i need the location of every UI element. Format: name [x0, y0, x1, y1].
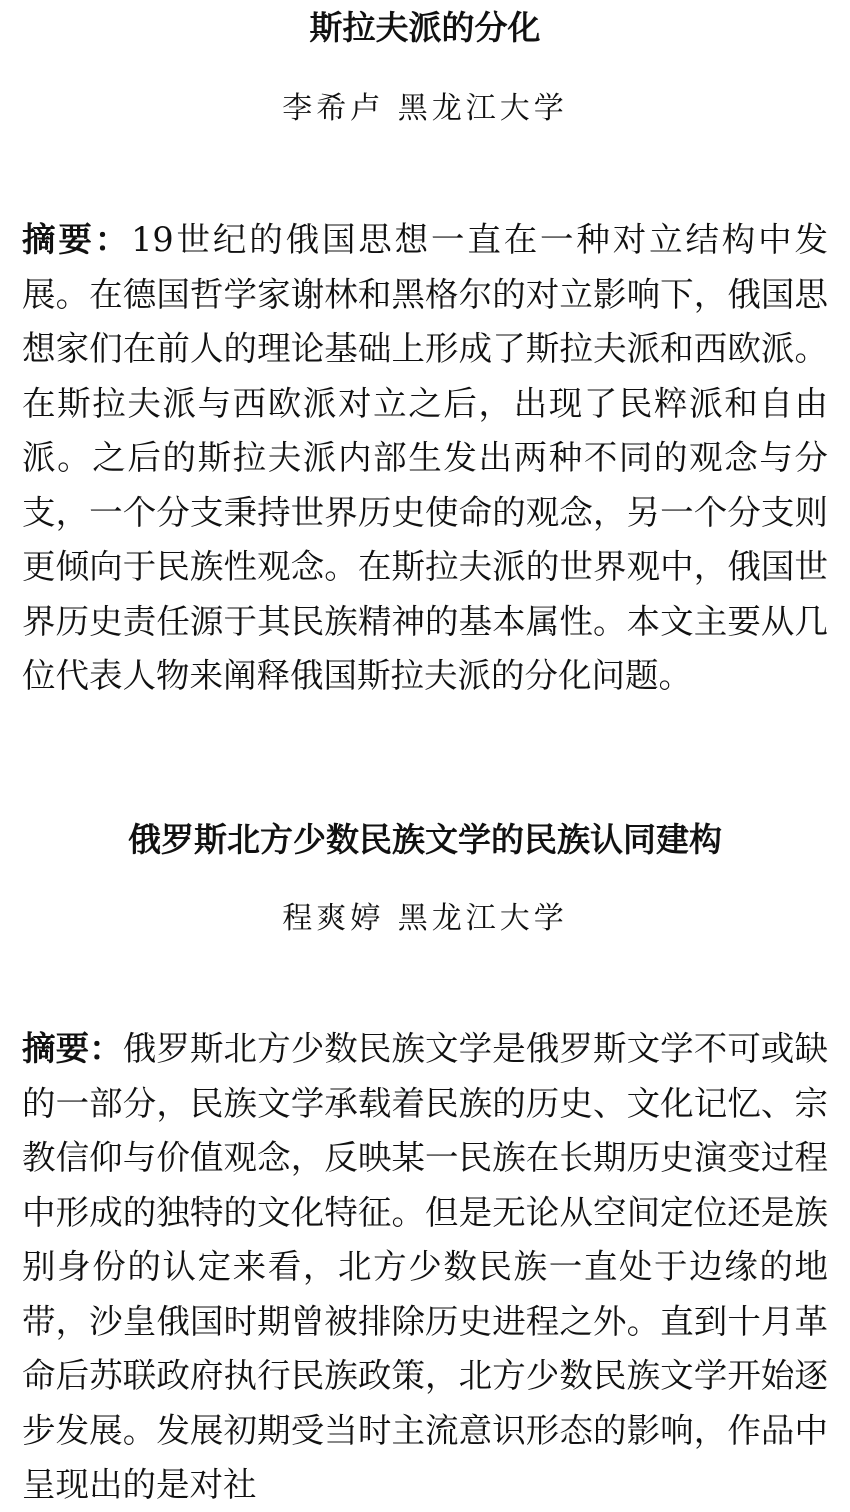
- abstract-label: 摘要：: [22, 220, 132, 259]
- article-abstract: [22, 213, 828, 758]
- article-title: 斯拉夫派的分化: [309, 8, 541, 47]
- article-author: 李希卢 黑龙江大学: [282, 91, 568, 126]
- abstract-text: 俄罗斯北方少数民族文学是俄罗斯文学不可或缺的一部分，民族文学承载着民族的历史、文化记忆、宗教信仰与价值观念，反映某一民族在长期历史演变过程中形成的独特的文化特征。但是无论从空间定位还是族别身份的认定来看，北方少数民族一直处于边缘的地带，沙皇俄国时期曾被排除历史进程之外。直到十月革命后苏联政府执行民族政策，北方少数民族文学开始逐步发展。发展初期受当时主流意识形态的影响，作品中呈现出的是对社: [22, 1029, 828, 1504]
- abstract-label: 摘要：: [22, 1029, 123, 1068]
- article-author: 程爽婷 黑龙江大学: [282, 901, 568, 936]
- article-title: 俄罗斯北方少数民族文学的民族认同建构: [128, 820, 722, 859]
- abstract-text: 19世纪的俄国思想一直在一种对立结构中发展。在德国哲学家谢林和黑格尔的对立影响下，俄国思想家们在前人的理论基础上形成了斯拉夫派和西欧派。在斯拉夫派与西欧派对立之后，出现了民粹派和自由派。之后的斯拉夫派内部生发出两种不同的观念与分支，一个分支秉持世界历史使命的观念，另一个分支则更倾向于民族性观念。在斯拉夫派的世界观中，俄国世界历史责任源于其民族精神的基本属性。本文主要从几位代表人物来阐释俄国斯拉夫派的分化问题。: [22, 220, 828, 695]
- article-abstract: [22, 1022, 828, 1512]
